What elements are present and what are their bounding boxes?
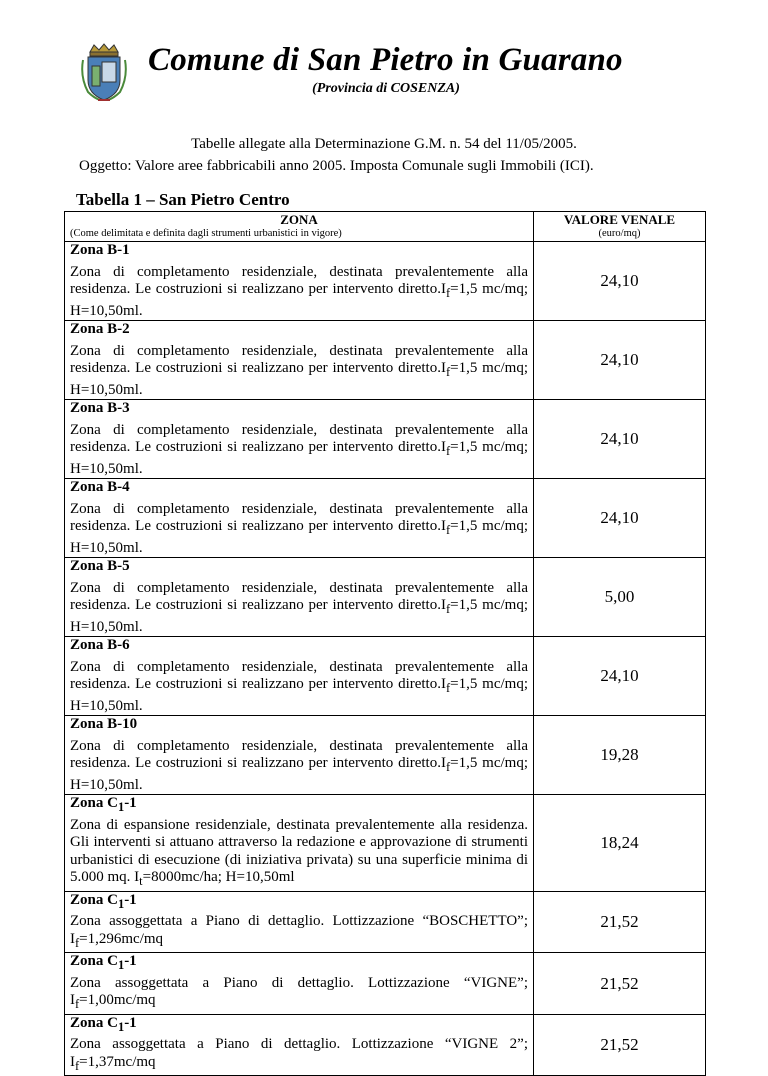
zone-name: Zona B-3 [70, 400, 130, 416]
zone-cell [65, 953, 534, 1015]
zone-name: Zona B-2 [70, 321, 130, 337]
zone-name: Zona $C_1-1$ [70, 1014, 137, 1034]
value-cell: 18,24 [534, 795, 706, 892]
table-row [65, 891, 706, 953]
index-subscript: f [75, 997, 80, 1011]
value-cell: 19,28 [534, 716, 706, 795]
table-row [65, 479, 706, 558]
attachment-note: Tabelle allegate alla Determinazione G.M. n. 54 del 11/05/2005. [191, 136, 577, 152]
zone-description: Zona assoggettata a Piano di dettaglio. Lottizzazione “BOSCHETTO”; $I_f=1,296mc/mq$ [70, 913, 528, 950]
zone-name: Zona B-5 [70, 558, 130, 574]
table-title: Tabella 1 – San Pietro Centro [76, 190, 290, 209]
municipality-title: Comune di San Pietro in Guarano [148, 42, 623, 78]
table-row [65, 1014, 706, 1076]
zone-name: Zona B-6 [70, 637, 130, 653]
value-cell: 21,52 [534, 1014, 706, 1076]
table-row [65, 558, 706, 637]
index-subscript: f [445, 760, 451, 774]
zone-cell [65, 637, 534, 716]
zone-cell [65, 795, 534, 892]
zone-subscript: 1 [117, 800, 125, 814]
zone-cell [65, 242, 534, 321]
zone-cell [65, 400, 534, 479]
value-cell: 24,10 [534, 321, 706, 400]
zone-name: Zona $C_1-1$ [70, 953, 137, 972]
table-row [65, 242, 706, 321]
table-row [65, 716, 706, 795]
zone-cell [65, 891, 534, 953]
index-subscript: f [445, 286, 451, 300]
index-subscript: f [445, 365, 451, 379]
value-cell: 21,52 [534, 953, 706, 1015]
zone-cell [65, 321, 534, 400]
zone-name: Zona $C_1-1$ [70, 795, 137, 814]
table-row [65, 400, 706, 479]
table-row [65, 795, 706, 892]
zone-description: Zona di completamento residenziale, destinata prevalentemente alla residenza. Le costruzioni si realizzano per intervento $diretto.I_f=1,5$ mc/mq; H=10,50ml. [70, 342, 528, 398]
zone-description: Zona di completamento residenziale, destinata prevalentemente alla residenza. Le costruzioni si realizzano per intervento $diretto.I_f=1,5$ mc/mq; H=10,50ml. [70, 263, 528, 319]
zone-name: Zona B-1 [70, 242, 130, 258]
zone-name: Zona $C_1-1$ [70, 891, 137, 911]
table-row [65, 637, 706, 716]
zone-description: Zona di espansione residenziale, destinata prevalentemente alla residenza. Gli interventi si attuano attraverso la redazione e approvazione di strumenti urbanistici di esecuzione (di iniziativa privata) su una superficie minima di 5.000 mq. $I_t=8000mc/ha$; H=10,50ml [70, 816, 528, 888]
value-cell: 24,10 [534, 400, 706, 479]
column-header-zona-label: ZONA [280, 212, 318, 227]
index-subscript: f [75, 1058, 80, 1073]
zone-cell [65, 1014, 534, 1076]
zone-cell [65, 479, 534, 558]
subject-line: Oggetto: Valore aree fabbricabili anno 2005. Imposta Comunale sugli Immobili (ICI). [79, 158, 594, 174]
zone-subscript: 1 [117, 896, 125, 911]
zone-description: Zona di completamento residenziale, destinata prevalentemente alla residenza. Le costruzioni si realizzano per intervento $diretto.I_f=1,5$ mc/mq; H=10,50ml. [70, 658, 528, 714]
zone-subscript: 1 [117, 1019, 125, 1034]
index-subscript: t [139, 874, 143, 888]
zone-description: Zona assoggettata a Piano di dettaglio. Lottizzazione “VIGNE 2”; $I_f=1,37mc/mq$ [70, 1036, 528, 1073]
zone-description: Zona assoggettata a Piano di dettaglio. Lottizzazione “VIGNE”; $I_f=1,00mc/mq$ [70, 974, 528, 1011]
index-subscript: f [445, 681, 451, 695]
zone-description: Zona di completamento residenziale, destinata prevalentemente alla residenza. Le costruzioni si realizzano per intervento $diretto.I_f=1,5$ mc/mq; H=10,50ml. [70, 421, 528, 477]
zone-description: Zona di completamento residenziale, destinata prevalentemente alla residenza. Le costruzioni si realizzano per intervento $diretto.I_f=1,5$ mc/mq; H=10,50ml. [70, 579, 528, 635]
zone-description: Zona di completamento residenziale, destinata prevalentemente alla residenza. Le costruzioni si realizzano per intervento $diretto.I_f=1,5$ mc/mq; H=10,50ml. [70, 500, 528, 556]
zone-subscript: 1 [117, 958, 125, 972]
value-cell: 24,10 [534, 479, 706, 558]
value-cell: 5,00 [534, 558, 706, 637]
column-header-valore-unit: (euro/mq) [598, 228, 641, 239]
index-subscript: f [445, 602, 451, 616]
index-subscript: f [75, 935, 80, 950]
index-subscript: f [445, 523, 451, 537]
zone-cell [65, 716, 534, 795]
zone-name: Zona B-4 [70, 479, 130, 495]
zone-value-table [64, 211, 706, 1076]
document-header [0, 36, 768, 116]
value-cell: 21,52 [534, 891, 706, 953]
zone-cell [65, 558, 534, 637]
value-cell: 24,10 [534, 637, 706, 716]
zone-name: Zona B-10 [70, 716, 138, 732]
index-subscript: f [445, 444, 451, 458]
column-header-zona-subtitle: (Come delimitata e definita dagli strumenti urbanistici in vigore) [70, 228, 342, 239]
value-cell: 24,10 [534, 242, 706, 321]
table-row [65, 321, 706, 400]
province-subtitle: (Provincia di COSENZA) [312, 81, 460, 96]
column-header-valore-label: VALORE VENALE [563, 212, 676, 227]
zone-description: Zona di completamento residenziale, destinata prevalentemente alla residenza. Le costruzioni si realizzano per intervento $diretto.I_f=1,5$ mc/mq; H=10,50ml. [70, 737, 528, 793]
table-row [65, 953, 706, 1015]
column-header-valore [534, 212, 706, 242]
column-header-zona [65, 212, 534, 242]
table-header-row [65, 212, 706, 242]
